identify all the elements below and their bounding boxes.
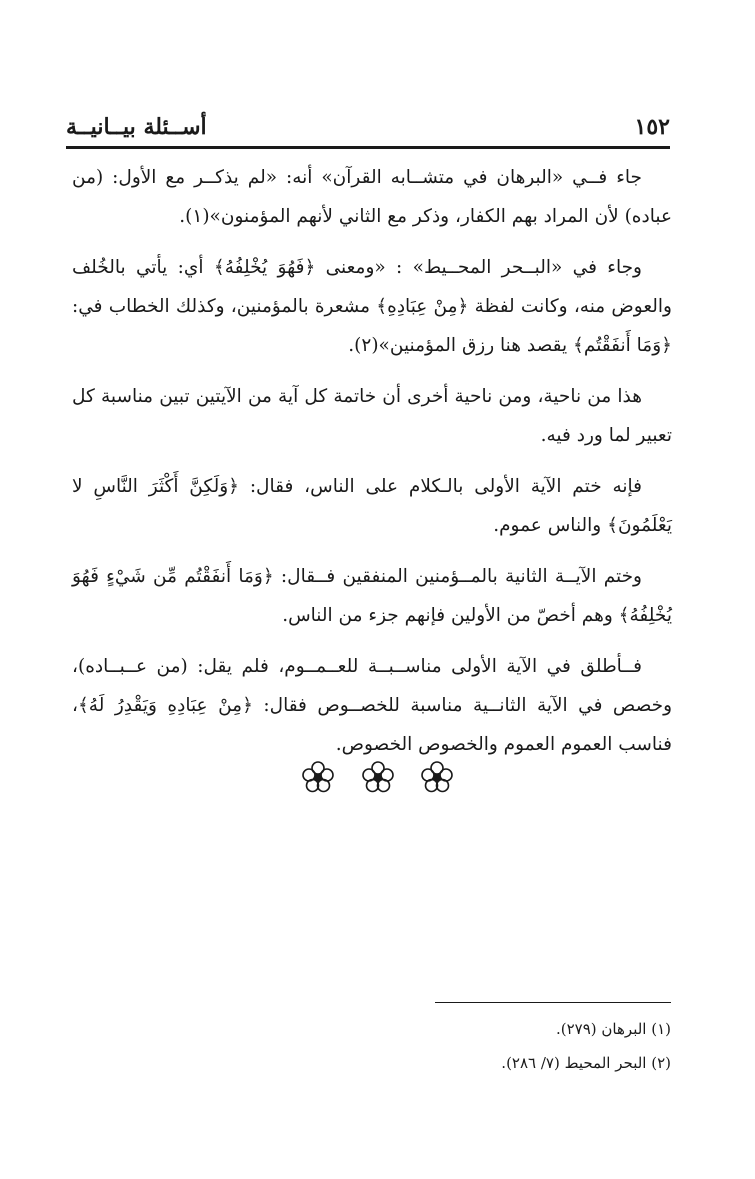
footnote-separator	[435, 1002, 671, 1003]
page-number: ١٥٢	[634, 114, 670, 140]
paragraph: فإنه ختم الآية الأولى بالـكلام على الناس، فقال: ﴿وَلَكِنَّ أَكْثَرَ النَّاسِ لا يَعْلَمُونَ﴾ والناس عموم.	[72, 476, 672, 536]
paragraph: هذا من ناحية، ومن ناحية أخرى أن خاتمة كل آية من الآيتين تبين مناسبة كل تعبير لما ورد فيه.	[72, 386, 672, 446]
flower-ornament-icon	[361, 760, 395, 798]
running-title: أســئلة بيــانيــة	[66, 114, 207, 140]
footnote: (١) البرهان (٢٧٩).	[556, 1020, 671, 1038]
body-text	[72, 158, 672, 776]
paragraph: فــأطلق في الآية الأولى مناســبــة للعــمــوم، فلم يقل: (من عــبــاده)، وخصص في الآية الثانــية مناسبة للخصــوص فقال: ﴿مِنْ عِبَادِهِ وَيَقْدِرُ لَهُ﴾، فناسب العموم العموم والخصوص الخصوص.	[72, 656, 672, 755]
flower-ornament-icon	[420, 760, 454, 798]
section-end-ornaments	[0, 760, 755, 798]
footnote: (٢) البحر المحيط (٧/ ٢٨٦).	[501, 1054, 671, 1072]
footnotes	[71, 1012, 671, 1080]
flower-ornament-icon	[301, 760, 335, 798]
paragraph: وجاء في «البــحر المحــيط» : «ومعنى ﴿فَهُوَ يُخْلِفُهُ﴾ أي: يأتي بالخُلف والعوض منه، وكانت لفظة ﴿مِنْ عِبَادِهِ﴾ مشعرة بالمؤمنين، وكذلك الخطاب في: ﴿وَمَا أَنفَقْتُم﴾ يقصد هنا رزق المؤمنين»(٢).	[72, 257, 672, 356]
page-header	[66, 112, 670, 149]
paragraph: جاء فــي «البرهان في متشــابه القرآن» أنه: «لم يذكــر مع الأول: (من عباده) لأن المراد بهم الكفار، وذكر مع الثاني لأنهم المؤمنون»(١).	[72, 167, 672, 227]
paragraph: وختم الآيــة الثانية بالمــؤمنين المنفقين فــقال: ﴿وَمَا أَنفَقْتُم مِّن شَيْءٍ فَهُوَ يُخْلِفُهُ﴾ وهم أخصّ من الأولين فإنهم جزء من الناس.	[72, 566, 672, 626]
